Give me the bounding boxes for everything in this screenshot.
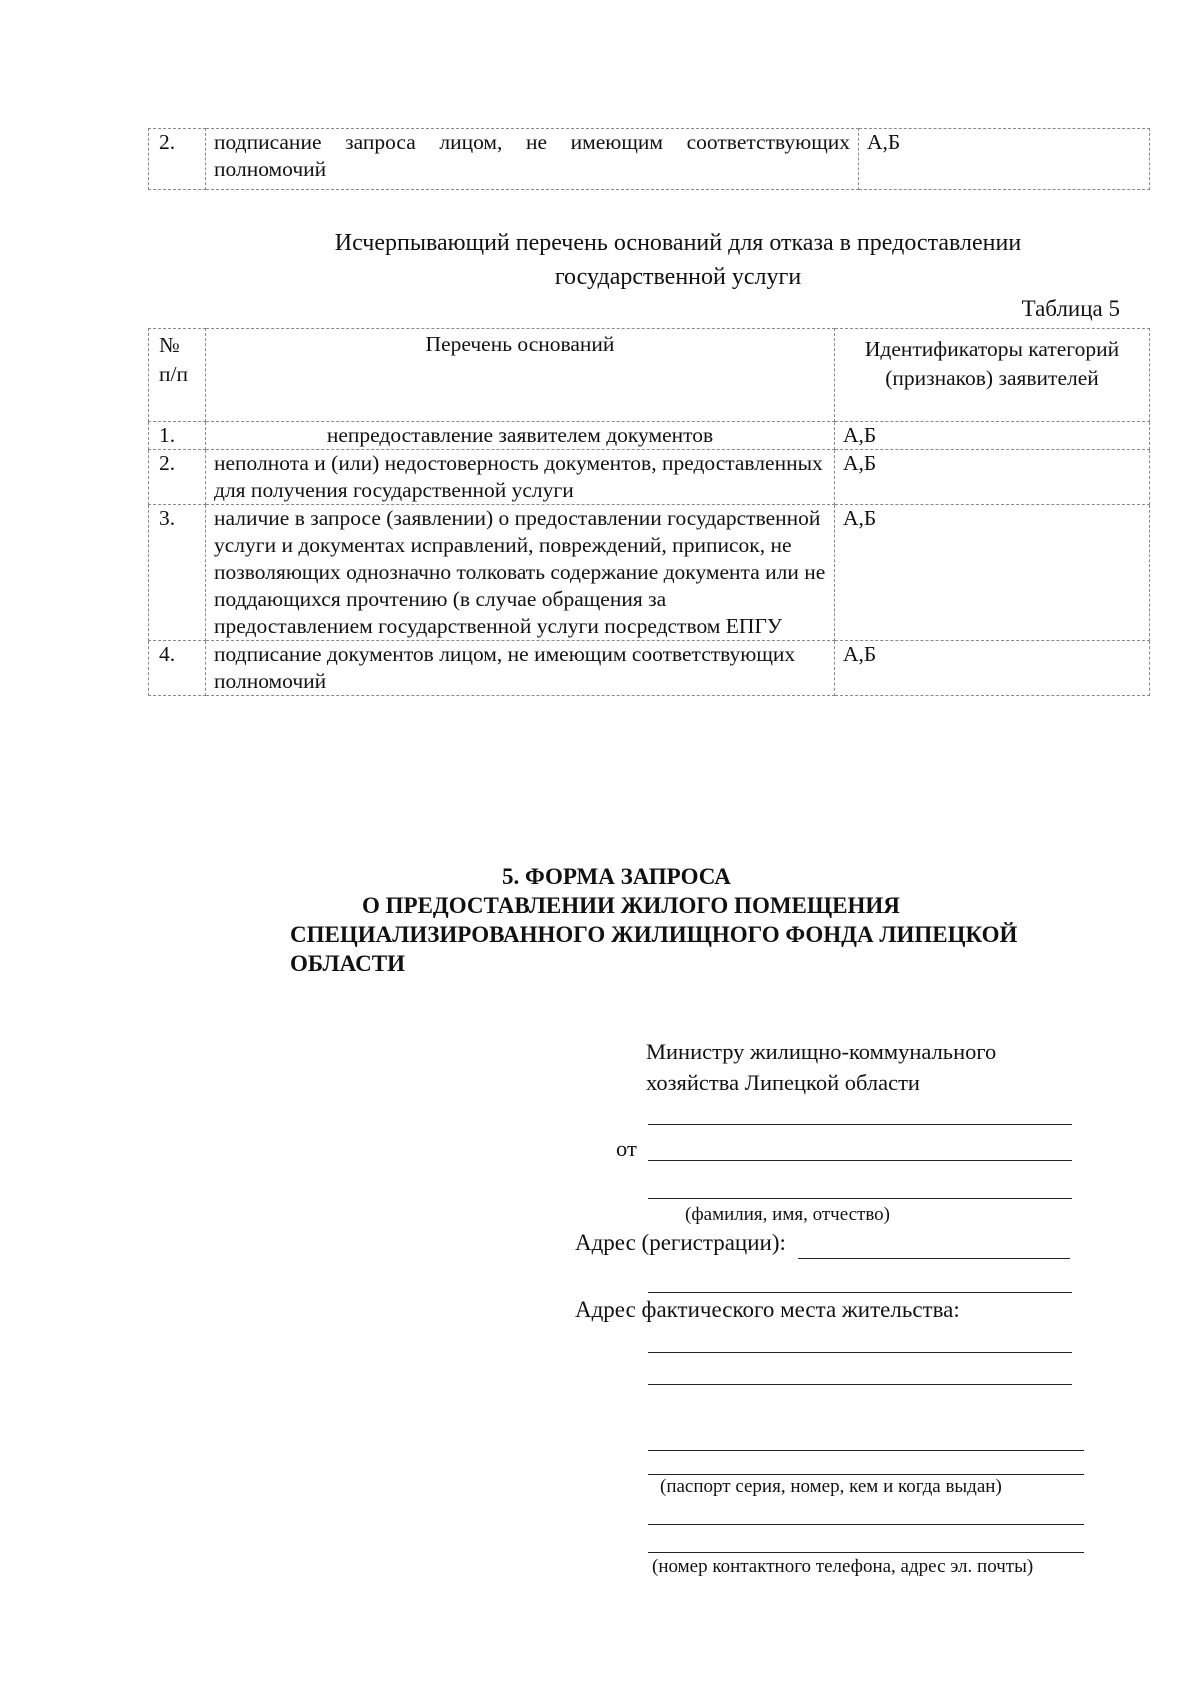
from-label: от [616, 1136, 637, 1161]
passport-caption: (паспорт серия, номер, кем и когда выдан) [660, 1476, 1002, 1497]
actual-address-label: Адрес фактического места жительства: [575, 1297, 960, 1322]
row-number: 4. [149, 641, 206, 696]
table-label: Таблица 5 [1021, 296, 1120, 321]
actual-address-line-2[interactable] [648, 1384, 1072, 1385]
addressee-line2: хозяйства Липецкой области [646, 1070, 920, 1095]
header-number: № п/п [149, 329, 206, 422]
row-number: 2. [149, 129, 206, 190]
header-identifier: Идентификаторы категорий (признаков) заявителей [835, 329, 1150, 422]
header-reason: Перечень оснований [206, 329, 835, 422]
row-identifier: А,Б [835, 450, 1150, 505]
form-title-line3: СПЕЦИАЛИЗИРОВАННОГО ЖИЛИЩНОГО ФОНДА ЛИПЕЦКОЙ [290, 922, 1018, 947]
contact-caption: (номер контактного телефона, адрес эл. почты) [652, 1556, 1034, 1577]
section-heading [148, 226, 1200, 294]
row-identifier: А,Б [835, 641, 1150, 696]
row-number: 2. [149, 450, 206, 505]
table-header-row [149, 329, 1150, 422]
row-identifier: А,Б [835, 505, 1150, 641]
contact-line-2[interactable] [648, 1552, 1084, 1553]
row-reason: подписание запроса лицом, не имеющим соответствующих полномочий [206, 129, 859, 190]
blank-line-1[interactable] [648, 1124, 1072, 1125]
row-identifier: А,Б [859, 129, 1150, 190]
section-heading-line2: государственной услуги [554, 264, 802, 290]
fio-caption: (фамилия, имя, отчество) [685, 1204, 891, 1225]
table-continuation [148, 128, 1150, 190]
table-5 [148, 328, 1150, 696]
reg-address-label: Адрес (регистрации): [575, 1230, 786, 1255]
row-number: 3. [149, 505, 206, 641]
table-row [149, 129, 1150, 190]
table-row [149, 422, 1150, 450]
blank-line-2[interactable] [648, 1198, 1072, 1199]
table-row [149, 641, 1150, 696]
passport-line-1[interactable] [648, 1450, 1084, 1451]
reg-address-line-1[interactable] [798, 1258, 1070, 1259]
row-reason: неполнота и (или) недостоверность документов, предоставленных для получения государственной услуги [206, 450, 835, 505]
actual-address-line-1[interactable] [648, 1352, 1072, 1353]
form-title-line4: ОБЛАСТИ [290, 951, 405, 976]
row-identifier: А,Б [835, 422, 1150, 450]
form-title [290, 862, 1090, 978]
row-reason: непредоставление заявителем документов [206, 422, 835, 450]
row-number: 1. [149, 422, 206, 450]
form-title-line2: О ПРЕДОСТАВЛЕНИИ ЖИЛОГО ПОМЕЩЕНИЯ [362, 893, 900, 918]
row-reason: наличие в запросе (заявлении) о предоставлении государственной услуги и документах исправлений, повреждений, приписок, не позволяющих однозначно толковать содержание документа или не поддающихся прочтению (в случае обращения за предоставлением государственной услуги посредством ЕПГУ [206, 505, 835, 641]
form-title-line1: 5. ФОРМА ЗАПРОСА [502, 864, 731, 889]
table-row [149, 450, 1150, 505]
row-reason: подписание документов лицом, не имеющим соответствующих полномочий [206, 641, 835, 696]
from-name-line[interactable] [648, 1160, 1072, 1161]
contact-line-1[interactable] [648, 1524, 1084, 1525]
addressee [646, 1036, 996, 1098]
addressee-line1: Министру жилищно-коммунального [646, 1039, 997, 1064]
passport-line-2[interactable] [648, 1474, 1084, 1475]
table-row [149, 505, 1150, 641]
reg-address-line-2[interactable] [648, 1292, 1072, 1293]
section-heading-line1: Исчерпывающий перечень оснований для отказа в предоставлении [334, 230, 1022, 256]
